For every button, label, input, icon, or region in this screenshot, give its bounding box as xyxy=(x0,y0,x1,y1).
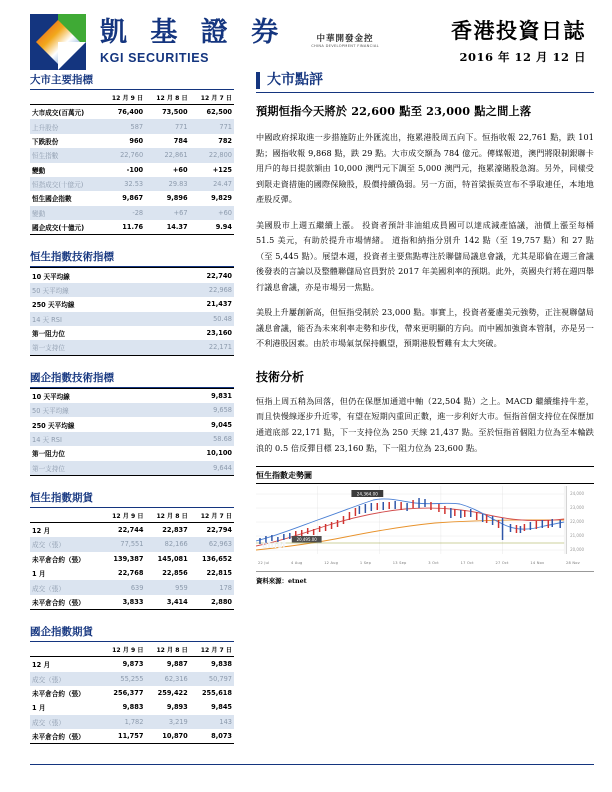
row-label: 成交（張） xyxy=(32,718,65,727)
col-head-2: 12 月 8 日 xyxy=(145,90,189,105)
cell: 32.53 xyxy=(124,180,144,189)
x-tick: 17 Oct xyxy=(460,561,474,566)
col-head-0 xyxy=(30,90,101,105)
row-label: 14 天 RSI xyxy=(32,435,62,444)
cell: 24.47 xyxy=(213,180,232,189)
table-row xyxy=(30,715,234,729)
cell: 784 xyxy=(173,136,188,145)
hsi-futures-table-wrap xyxy=(30,490,234,610)
footer-divider xyxy=(30,764,594,765)
document-date: 2016 年 12 月 12 日 xyxy=(459,49,586,64)
hscei-technical-table xyxy=(30,388,234,476)
brand-block xyxy=(100,19,285,64)
col-head-3: 12 月 7 日 xyxy=(190,642,234,657)
cell: 29.83 xyxy=(168,180,188,189)
x-tick: 1 Sep xyxy=(359,561,372,566)
row-label: 第一阻力位 xyxy=(32,450,65,459)
commentary-paragraph: 美國股市上週五繼續上漲。 投資者預計非油組成員國可以達成減產協議，油價上漲至每桶 51.5 美元，有助於提升市場情緒。 道指和納指分別升 142 點（至 19,757 點）和 27 點（至 5,445 點）。展望本週，投資者主要焦點專注於聯儲局議息會議，尤其是耶倫在週三會議後發表的言論以及整體聯儲局官員對於 2017 年美國利率的預期。此外，英國央行將在週四舉行議息會議，亦是市場另一焦點。 xyxy=(256,219,594,292)
cell: 9,658 xyxy=(213,406,232,415)
table-row xyxy=(30,657,234,672)
cell: 9,883 xyxy=(122,703,144,712)
table-row xyxy=(30,268,234,283)
cell: 255,618 xyxy=(201,689,232,698)
row-label: 12 月 xyxy=(32,661,51,670)
hsi-futures-table xyxy=(30,508,234,610)
cell: 10,100 xyxy=(206,449,232,458)
cell: 82,166 xyxy=(164,540,188,549)
cell: 3,833 xyxy=(101,595,145,610)
table-row xyxy=(30,522,234,537)
y-tick: 23,000 xyxy=(570,505,584,511)
commentary-lead: 預期恒指今天將於 22,600 點至 23,000 點之間上落 xyxy=(256,103,532,118)
cell: 960 xyxy=(129,136,144,145)
market-indicators-table xyxy=(30,90,234,235)
cell: 9,838 xyxy=(211,660,232,669)
cell: 23,160 xyxy=(206,329,232,338)
cell: -100 xyxy=(126,165,144,174)
row-label: 恒生指數 xyxy=(32,152,59,161)
hsi-technical-table-wrap xyxy=(30,249,234,355)
cell: 22,861 xyxy=(164,151,188,160)
row-label: 14 天 RSI xyxy=(32,315,62,324)
y-tick: 21,000 xyxy=(570,533,584,539)
cell: +60 xyxy=(218,208,232,217)
y-tick: 20,000 xyxy=(570,547,584,553)
cell: 9,845 xyxy=(211,703,232,712)
cell: -28 xyxy=(132,208,144,217)
row-label: 10 天平均線 xyxy=(32,392,70,401)
x-tick: 14 Nov xyxy=(530,561,545,566)
brand-name-en: KGI SECURITIES xyxy=(100,50,210,65)
row-label: 上升股份 xyxy=(32,123,59,132)
chart-canvas xyxy=(256,486,594,560)
hsi-technical-table xyxy=(30,267,234,355)
table-row xyxy=(30,340,234,355)
col-head-2: 12 月 8 日 xyxy=(145,508,189,523)
market-indicators-title: 大市主要指標 xyxy=(30,72,234,90)
row-label: 成交（張） xyxy=(32,541,65,550)
group-name-en: CHINA DEVELOPMENT FINANCIAL xyxy=(311,44,379,49)
hsi-trend-chart xyxy=(256,486,594,572)
commentary-paragraph: 美股上升屢創新高，但恒指受制於 23,000 點。事實上，投資者憂慮美元強勢，正注視聯儲局議息會議，能否為未來利率走勢和步伐，帶來更明顯的方向。而中國加強資本管制，亦是另一不利港股因素。由於市場氣氛保持觀望，預期港股暫難有太大突破。 xyxy=(256,307,594,349)
cell: 62,316 xyxy=(164,674,188,683)
hscei-futures-title: 國企指數期貨 xyxy=(30,624,234,642)
cell: 77,551 xyxy=(120,540,144,549)
cell: 9,045 xyxy=(211,420,232,429)
cell: 73,500 xyxy=(162,108,188,117)
cell: 50,797 xyxy=(208,674,232,683)
table-row xyxy=(30,191,234,205)
page-header xyxy=(0,0,612,72)
x-tick: 12 Aug xyxy=(324,561,339,566)
cell: 50.48 xyxy=(213,314,232,323)
section-divider xyxy=(256,92,594,93)
cell: 76,400 xyxy=(117,108,144,117)
content-columns xyxy=(0,72,612,758)
table-header-row xyxy=(30,642,234,657)
row-label: 1 月 xyxy=(32,704,46,713)
table-row xyxy=(30,432,234,446)
table-row xyxy=(30,206,234,220)
chart-title: 恒生指數走勢圖 xyxy=(256,466,594,484)
commentary-paragraph: 中國政府採取進一步措施防止外匯流出，拖累港股周五向下。恒指收報 22,761 點，跌 101 點；國指收報 9,868 點，跌 29 點。大市成交額為 784 億元。傳媒報道，澳門將限制銀聯卡用戶的每日提款額由 10,000 澳門元下調至 5,000 澳門元，拖累濠賭股急瀉。另外，同樣受到限走資措施的國際保險股，股價持續偽弱。另一方面，特首梁振英宣布不爭取連任，本地地產股反彈。 xyxy=(256,132,594,205)
row-label: 大市成交(百萬元) xyxy=(32,109,85,118)
cell: 22,744 xyxy=(118,526,144,535)
cell: 22,856 xyxy=(162,569,188,578)
row-label: 恒生國企指數 xyxy=(32,195,72,204)
chart-y-ticks xyxy=(570,491,584,552)
technical-paragraph: 恒指上周五稍為回落，但仍在保歷加通道中軸（22,504 點）之上。MACD 繼續維持牛差，而且快慢線逐步升近零，有望在短期內重回正數，進一步利好大市。恒指首個支持位在保歷加通道底部 22,171 點，下一支持位為 250 天線 21,437 點。至於恒指首個阻力位為至本輪跌浪的 0.5 倍反彈目標 23,160 點，下一阻力位為 23,600 點。 xyxy=(256,395,594,453)
table-row xyxy=(30,686,234,700)
chart-annotation-low xyxy=(292,536,322,543)
chart-annotation-high xyxy=(351,490,383,497)
col-head-1: 12 月 9 日 xyxy=(101,90,145,105)
annotation-low-label: 20,495.00 xyxy=(296,537,317,543)
row-label: 第一阻力位 xyxy=(32,330,65,339)
table-row xyxy=(30,105,234,120)
cell: 143 xyxy=(219,717,232,726)
row-label: 1 月 xyxy=(32,570,46,579)
cell: 259,422 xyxy=(157,689,188,698)
cell: 9,887 xyxy=(166,660,188,669)
page-title: 香港投資日誌 xyxy=(451,18,586,44)
row-label: 第一支持位 xyxy=(30,340,155,355)
x-tick: 28 Nov xyxy=(566,561,580,566)
brand-name-cn: 凱 基 證 券 xyxy=(100,17,286,49)
table-row xyxy=(30,417,234,431)
table-row xyxy=(30,163,234,177)
table-row xyxy=(30,552,234,566)
cell: 3,219 xyxy=(168,717,188,726)
cell: 178 xyxy=(219,583,232,592)
hscei-futures-table xyxy=(30,642,234,744)
cell: 58.68 xyxy=(213,434,232,443)
table-row xyxy=(30,566,234,580)
cell: 9,831 xyxy=(211,391,232,400)
row-label: 恒指成交(十億元) xyxy=(32,181,84,190)
cell: 9,873 xyxy=(122,660,144,669)
row-label: 成交（張） xyxy=(32,675,65,684)
table-row xyxy=(30,672,234,686)
cell: 21,437 xyxy=(206,300,232,309)
cell: 22,968 xyxy=(208,285,232,294)
hscei-technical-table-wrap xyxy=(30,370,234,476)
table-row xyxy=(30,403,234,417)
cell: 587 xyxy=(130,122,144,131)
cell: 22,740 xyxy=(206,271,232,280)
cell: 9,893 xyxy=(166,703,188,712)
table-row xyxy=(30,148,234,162)
row-label: 250 天平均線 xyxy=(32,301,75,310)
technical-section-title: 技術分析 xyxy=(256,369,305,384)
table-row xyxy=(30,446,234,460)
cell: 11.76 xyxy=(101,220,145,235)
chart-x-axis xyxy=(256,560,594,565)
cell: +60 xyxy=(172,165,188,174)
cell: 9,867 xyxy=(122,194,144,203)
table-row xyxy=(30,326,234,340)
x-tick: 4 Aug xyxy=(291,561,303,566)
table-row xyxy=(30,312,234,326)
cell: 62,500 xyxy=(206,108,232,117)
cell: 22,794 xyxy=(206,526,232,535)
commentary-section-title: 大市點評 xyxy=(256,72,594,89)
row-label: 10 天平均線 xyxy=(32,272,70,281)
row-label: 國企成交(十億元) xyxy=(30,220,101,235)
cell: 9,896 xyxy=(166,194,188,203)
cell: 771 xyxy=(219,122,232,131)
cell: +67 xyxy=(173,208,188,217)
cell: 55,255 xyxy=(120,674,144,683)
row-label: 第一支持位 xyxy=(30,461,155,476)
hscei-futures-table-wrap xyxy=(30,624,234,744)
cell: +125 xyxy=(212,165,232,174)
cell: 3,414 xyxy=(145,595,189,610)
table-row xyxy=(30,595,234,610)
cell: 256,377 xyxy=(113,689,144,698)
table-row xyxy=(30,119,234,133)
row-label: 未平倉合約（張） xyxy=(30,729,101,744)
cell: 139,387 xyxy=(113,554,144,563)
col-head-1: 12 月 9 日 xyxy=(101,508,145,523)
row-label: 成交（張） xyxy=(32,584,65,593)
cell: 10,870 xyxy=(145,729,189,744)
cell: 959 xyxy=(175,583,188,592)
row-label: 未平倉合約（張） xyxy=(32,555,85,564)
row-label: 未平倉合約（張） xyxy=(32,690,85,699)
col-head-2: 12 月 8 日 xyxy=(145,642,189,657)
table-row xyxy=(30,537,234,551)
row-label: 下跌股份 xyxy=(32,137,59,146)
cell: 9,644 xyxy=(155,461,234,476)
cell: 22,837 xyxy=(162,526,188,535)
table-row xyxy=(30,388,234,403)
row-label: 未平倉合約（張） xyxy=(30,595,101,610)
cell: 22,171 xyxy=(155,340,234,355)
table-row xyxy=(30,134,234,148)
cell: 2,880 xyxy=(190,595,234,610)
left-column xyxy=(18,72,234,758)
cell: 22,768 xyxy=(118,569,144,578)
col-head-0 xyxy=(30,642,101,657)
cell: 782 xyxy=(218,136,232,145)
group-name-cn: 中華開發金控 xyxy=(316,33,374,44)
chart-source: 資料來源：etnet xyxy=(256,577,307,586)
market-indicators-table-wrap xyxy=(30,72,234,235)
table-row xyxy=(30,580,234,594)
table-row xyxy=(30,700,234,714)
cell: 22,800 xyxy=(208,151,232,160)
table-row xyxy=(30,729,234,744)
table-row xyxy=(30,297,234,311)
chart-watermark: etnet xyxy=(261,540,286,552)
cell: 9.94 xyxy=(190,220,234,235)
cell: 771 xyxy=(174,122,188,131)
x-tick: 13 Sep xyxy=(392,561,407,566)
annotation-high-label: 24,364.00 xyxy=(356,491,378,497)
row-label: 50 天平均線 xyxy=(32,407,69,416)
table-row xyxy=(30,220,234,235)
table-row xyxy=(30,283,234,297)
table-header-row xyxy=(30,90,234,105)
row-label: 變動 xyxy=(32,209,46,218)
cell: 639 xyxy=(130,583,144,592)
table-row xyxy=(30,461,234,476)
y-tick: 22,000 xyxy=(570,519,584,525)
x-tick: 27 Oct xyxy=(495,561,509,566)
col-head-0 xyxy=(30,508,101,523)
cell: 1,782 xyxy=(124,717,144,726)
cell: 62,963 xyxy=(208,540,232,549)
y-tick: 24,000 xyxy=(570,491,584,497)
cell: 22,760 xyxy=(120,151,144,160)
col-head-1: 12 月 9 日 xyxy=(101,642,145,657)
cell: 145,081 xyxy=(157,554,188,563)
hscei-technical-title: 國企指數技術指標 xyxy=(30,370,234,388)
cell: 9,829 xyxy=(211,194,232,203)
cell: 14.37 xyxy=(145,220,189,235)
group-logo xyxy=(311,35,379,49)
kgi-logo-icon xyxy=(30,14,86,70)
col-head-3: 12 月 7 日 xyxy=(190,508,234,523)
row-label: 12 月 xyxy=(32,527,51,536)
right-column xyxy=(234,72,594,758)
col-head-3: 12 月 7 日 xyxy=(190,90,234,105)
cell: 11,757 xyxy=(101,729,145,744)
x-tick: 3 Oct xyxy=(428,561,439,566)
table-row xyxy=(30,177,234,191)
cell: 136,652 xyxy=(201,554,232,563)
x-tick: 22 Jul xyxy=(258,561,270,566)
row-label: 變動 xyxy=(32,166,46,175)
cell: 22,815 xyxy=(206,569,232,578)
table-header-row xyxy=(30,508,234,523)
row-label: 50 天平均線 xyxy=(32,286,69,295)
cell: 8,073 xyxy=(190,729,234,744)
document-title-block xyxy=(451,19,590,64)
hsi-technical-title: 恒生指數技術指標 xyxy=(30,249,234,267)
hsi-futures-title: 恒生指數期貨 xyxy=(30,490,234,508)
row-label: 250 天平均線 xyxy=(32,421,75,430)
